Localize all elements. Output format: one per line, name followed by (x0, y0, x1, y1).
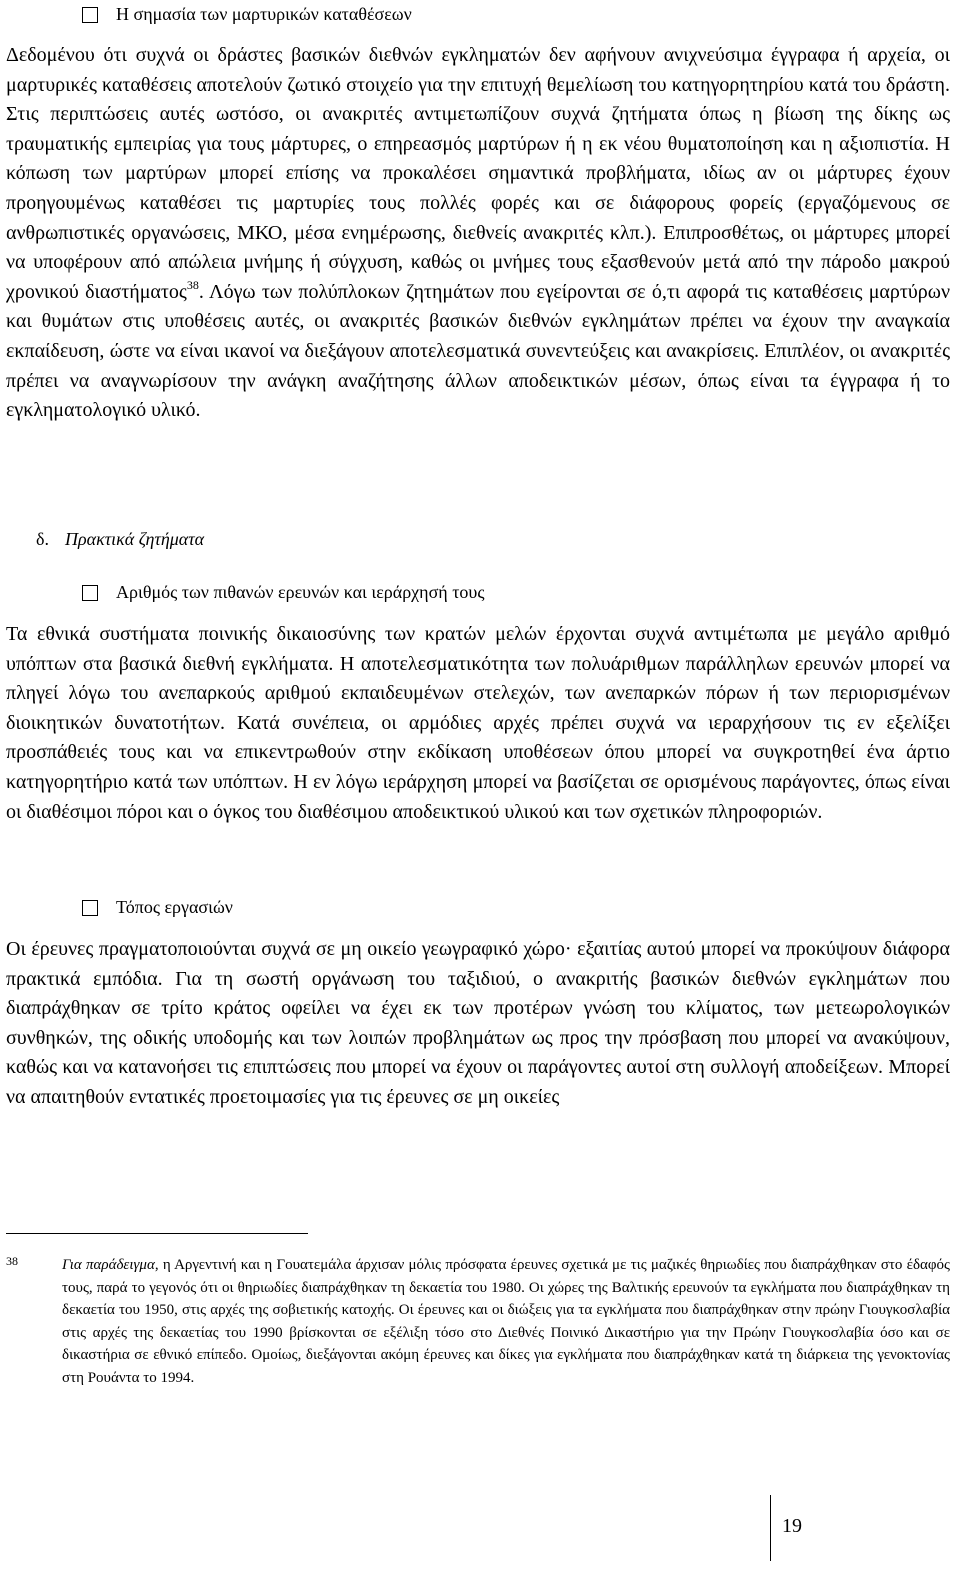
checkbox-icon (82, 7, 98, 23)
footnote-text (62, 1254, 950, 1390)
page-number: 19 (782, 1515, 802, 1537)
checkbox-icon (82, 585, 98, 601)
section-heading-number-of-investigations (82, 582, 484, 603)
footnote-body: , η Αργεντινή και η Γουατεμάλα άρχισαν μόλις πρόσφατα έρευνες σχετικά με τις μαζικές θηριωδίες που διαπράχθηκαν στο έδαφός τους, παρά το γεγονός ότι οι θηριωδίες διαπράχθηκαν τη δεκαετία του 1980. Οι χώρες της Βαλτικής ερευνούν τα εγκλήματα που διαπράχθηκαν τη δεκαετία του 1950, στις αρχές της σοβιετικής κατοχής. Οι έρευνες και οι διώξεις για τα εγκλήματα που διαπράχθηκαν στην πρώην Γιουγκοσλαβία στις αρχές της δεκαετίας του 1990 βρίσκονται σε εξέλιξη τόσο στο Διεθνές Ποινικό Δικαστήριο για την Πρώην Γιουγκοσλαβία όσο και σε δικαστήρια σε εθνικό επίπεδο. Ομοίως, διεξάγονται ακόμη έρευνες και δίκες για εγκλήματα που διαπράχθηκαν κατά τη διάρκεια της γενοκτονίας στη Ρουάντα το 1994. (62, 1257, 951, 1386)
heading-text: Αριθμός των πιθανών ερευνών και ιεράρχησή τους (116, 582, 485, 602)
paragraph-text: Δεδομένου ότι συχνά οι δράστες βασικών διεθνών εγκληματών δεν αφήνουν ανιχνεύσιμα έγγραφα ή αρχεία, οι μαρτυρικές καταθέσεις αποτελούν ζωτικό στοιχείο για την επιτυχή θεμελίωση του κατηγορητηρίου κατά του δράστη. Στις περιπτώσεις αυτές ωστόσο, οι ανακριτές αντιμετωπίζουν συχνά ζητήματα όπως η βίωση της δίκης ως τραυματικής εμπειρίας για τους μάρτυρες, ο επηρεασμός μαρτύρων ή η εκ νέου θυματοποίηση και η αξιοπιστία. Η κόπωση των μαρτύρων μπορεί επίσης να προκαλέσει σημαντικά προβλήματα, ιδίως αν οι μάρτυρες έχουν προηγουμένως καταθέσει τις μαρτυρίες τους πολλές φορές και σε διάφορους φορείς (εργαζόμενους σε ανθρωπιστικές οργανώσεις, ΜΚΟ, μέσα ενημέρωσης, διεθνείς ανακριτές κλπ.). Επιπροσθέτως, οι μάρτυρες μπορεί να υποφέρουν από απώλεια μνήμης ή σύγχυση, καθώς οι μνήμες τους εξασθενούν μετά από την πάροδο μακρού χρονικού διαστήματος (6, 44, 950, 303)
subsection-heading (36, 529, 204, 550)
paragraph-place-of-work: Οι έρευνες πραγματοποιούνται συχνά σε μη οικείο γεωγραφικό χώρο· εξαιτίας αυτού μπορεί να προκύψουν διάφορα πρακτικά εμπόδια. Για τη σωστή οργάνωση του ταξιδιού, ο ανακριτής βασικών διεθνών εγκλημάτων που διαπράχθηκαν σε τρίτο κράτος οφείλει να έχει εκ των προτέρων γνώση του κλίματος, των μετεωρολογικών συνθηκών, της οδικής υποδομής και των λοιπών προβλημάτων ως προς την πρόσβαση που μπορεί να ανακύψουν, καθώς και να κατανοήσει τις επιπτώσεις που μπορεί να έχουν οι παράγοντες αυτοί στη συλλογή αποδείξεων. Μπορεί να απαιτηθούν εντατικές προετοιμασίες για τις έρευνες σε μη οικείες (6, 938, 950, 1108)
page-number-rule (770, 1495, 771, 1561)
subsection-title: Πρακτικά ζητήματα (64, 529, 205, 549)
paragraph-text: . Λόγω των πολύπλοκων ζητημάτων που εγείρονται σε ό,τι αφορά τις καταθέσεις μαρτύρων και θυμάτων στις υποθέσεις αυτές, οι ανακριτές βασικών διεθνών εγκλημάτων πρέπει να έχουν την αναγκαία εκπαίδευση, ώστε να είναι ικανοί να διεξάγουν αποτελεσματικά συνεντεύξεις και ανακρίσεις. Επιπλέον, οι ανακριτές πρέπει να αναγνωρίσουν την ανάγκη αναζήτησης άλλων αποδεικτικών μέσων, όπως είναι τα έγγραφα ή το εγκληματολογικό υλικό. (6, 280, 950, 422)
paragraph-witness-testimony (6, 41, 950, 426)
footnote-italic-lead: Για παράδειγμα (62, 1257, 155, 1273)
subsection-letter: δ. (36, 529, 49, 549)
footnote-separator (6, 1233, 308, 1234)
section-heading-witness-testimony (82, 4, 412, 25)
paragraph-number-of-investigations: Τα εθνικά συστήματα ποινικής δικαιοσύνης των κρατών μελών έρχονται συχνά αντιμέτωπα με μεγάλο αριθμό υπόπτων στα βασικά διεθνή εγκλήματα. Η αποτελεσματικότητα των πολυάριθμων παράλληλων ερευνών μπορεί να πληγεί λόγω του ανεπαρκούς αριθμού εκπαιδευμένων στελεχών, των ανεπαρκών πόρων ή των περιορισμένων διοικητικών δυνατοτήτων. Κατά συνέπεια, οι αρμόδιες αρχές πρέπει συχνά να ιεραρχήσουν τις εν εξελίξει προσπάθειές τους και να επικεντρωθούν στην εκδίκαση υποθέσεων όπου μπορεί να συγκροτηθεί ένα άρτιο κατηγορητήριο κατά των υπόπτων. Η εν λόγω ιεράρχηση μπορεί να βασίζεται σε ορισμένους παράγοντες, όπως είναι οι διαθέσιμοι πόροι και ο όγκος του διαθέσιμου αποδεικτικού υλικού και των σχετικών πληροφοριών. (6, 623, 950, 823)
footnote-reference[interactable]: 38 (186, 277, 199, 292)
footnote-number: 38 (6, 1254, 18, 1268)
heading-text: Τόπος εργασιών (116, 897, 233, 917)
heading-text: Η σημασία των μαρτυρικών καταθέσεων (116, 4, 412, 24)
checkbox-icon (82, 900, 98, 916)
section-heading-place-of-work (82, 897, 233, 918)
